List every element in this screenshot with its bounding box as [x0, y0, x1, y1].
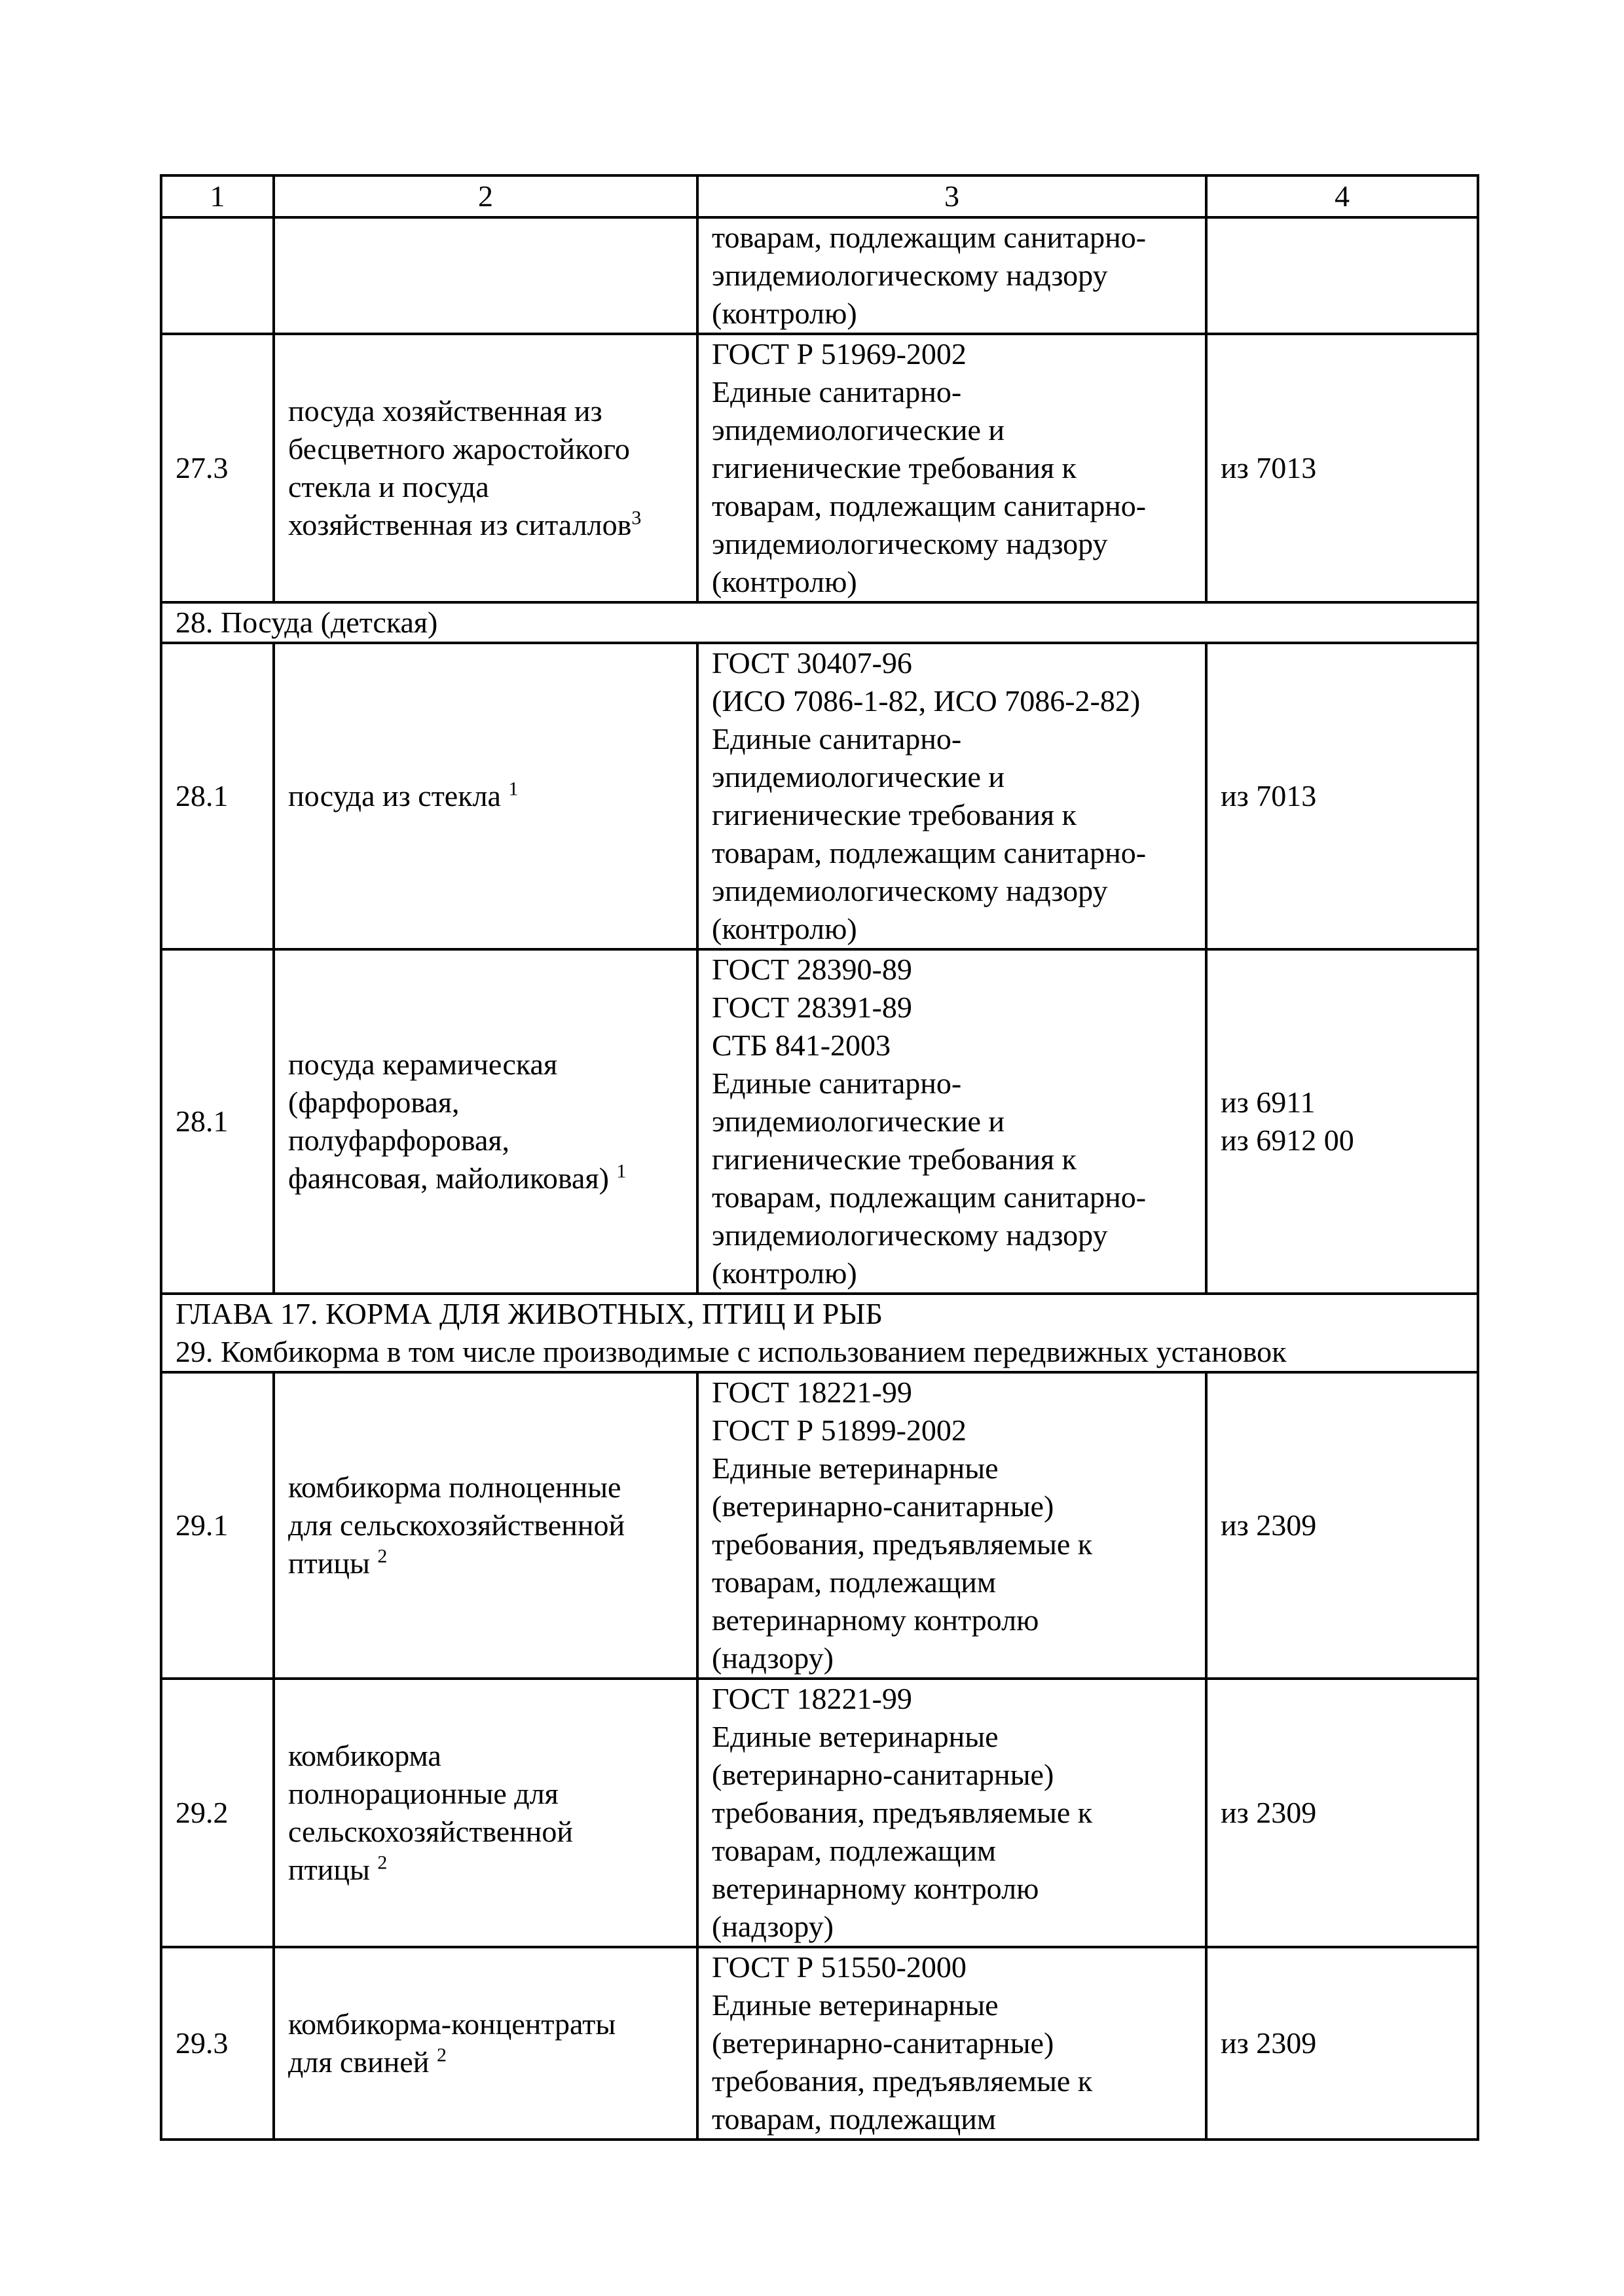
normative-document-line: гигиенические требования к	[712, 1142, 1077, 1176]
normative-document-line: требования, предъявляемые к	[712, 1796, 1093, 1829]
tn-ved-code-line: из 6911	[1221, 1085, 1316, 1119]
product-name-text: птицы	[288, 1853, 378, 1886]
footnote-marker: 2	[377, 1545, 388, 1567]
tn-ved-code-line: из 7013	[1221, 779, 1317, 812]
tn-ved-code-line: из 2309	[1221, 1796, 1317, 1829]
normative-document-line: (контролю)	[712, 1256, 857, 1290]
normative-document-line: товарам, подлежащим санитарно-	[712, 1180, 1147, 1214]
product-name-line: посуда хозяйственная из	[288, 394, 602, 428]
header-row	[161, 175, 1478, 217]
product-name-line: полнорационные для	[288, 1777, 559, 1810]
product-name-line-with-footnote	[288, 1851, 683, 1889]
table-row	[161, 949, 1478, 1294]
normative-document-line: ГОСТ Р 51899-2002	[712, 1413, 967, 1447]
normative-document-line: эпидемиологическому надзору	[712, 527, 1108, 560]
normative-document-line: Единые ветеринарные	[712, 1988, 999, 2022]
table-row	[161, 1947, 1478, 2140]
normative-document-line: (надзору)	[712, 1641, 834, 1675]
normative-document-line: Единые ветеринарные	[712, 1451, 999, 1485]
normative-document-line: (ветеринарно-санитарные)	[712, 1489, 1054, 1523]
normative-document-line: (надзору)	[712, 1910, 834, 1943]
footnote-marker: 1	[616, 1160, 627, 1182]
product-name-text: хозяйственная из ситаллов	[288, 508, 632, 541]
requirements-table	[160, 174, 1479, 2141]
table-row	[161, 334, 1478, 602]
normative-documents	[697, 1679, 1206, 1947]
normative-document-line: гигиенические требования к	[712, 451, 1077, 484]
normative-document-line: (ветеринарно-санитарные)	[712, 2026, 1054, 2060]
normative-document-line: ГОСТ Р 51969-2002	[712, 337, 967, 371]
item-number: 28.1	[161, 949, 274, 1294]
normative-document-line: (контролю)	[712, 912, 857, 945]
normative-document-line: эпидемиологические и	[712, 760, 1005, 793]
tn-ved-code	[1206, 334, 1478, 602]
footnote-marker: 3	[631, 507, 642, 529]
normative-document-line: Единые санитарно-	[712, 722, 962, 756]
product-name	[274, 643, 697, 949]
tn-ved-code	[1206, 217, 1478, 334]
normative-document-line: СТБ 841-2003	[712, 1029, 891, 1062]
product-name-line: стекла и посуда	[288, 470, 489, 503]
normative-document-line: эпидемиологические и	[712, 1104, 1005, 1138]
header-col-3: 3	[697, 175, 1206, 217]
normative-document-line: товарам, подлежащим	[712, 2102, 996, 2136]
normative-document-line: ГОСТ 18221-99	[712, 1682, 912, 1715]
normative-documents	[697, 334, 1206, 602]
normative-document-line: товарам, подлежащим санитарно-	[712, 836, 1147, 869]
tn-ved-code	[1206, 1947, 1478, 2140]
table-row	[161, 643, 1478, 949]
normative-documents	[697, 949, 1206, 1294]
product-name-line: бесцветного жаростойкого	[288, 432, 630, 465]
product-name-line: комбикорма-концентраты	[288, 2007, 616, 2041]
tn-ved-code	[1206, 1372, 1478, 1679]
normative-document-line: товарам, подлежащим санитарно-	[712, 221, 1147, 254]
item-number: 27.3	[161, 334, 274, 602]
normative-document-line: эпидемиологическому надзору	[712, 874, 1108, 907]
normative-document-line: ГОСТ 28391-89	[712, 991, 912, 1024]
normative-documents	[697, 643, 1206, 949]
product-name-line: сельскохозяйственной	[288, 1815, 574, 1848]
tn-ved-code	[1206, 643, 1478, 949]
normative-documents	[697, 217, 1206, 334]
product-name-line-with-footnote	[288, 1544, 683, 1582]
normative-document-line: ГОСТ Р 51550-2000	[712, 1950, 967, 1984]
normative-document-line: ветеринарному контролю	[712, 1872, 1039, 1905]
item-number: 29.1	[161, 1372, 274, 1679]
item-number	[161, 217, 274, 334]
section-line: 28. Посуда (детская)	[175, 606, 438, 639]
product-name-text: птицы	[288, 1546, 378, 1580]
item-number: 28.1	[161, 643, 274, 949]
product-name	[274, 334, 697, 602]
normative-document-line: эпидемиологическому надзору	[712, 259, 1108, 292]
header-col-4: 4	[1206, 175, 1478, 217]
header-col-2: 2	[274, 175, 697, 217]
table-row	[161, 1679, 1478, 1947]
header-col-1: 1	[161, 175, 274, 217]
normative-document-line: эпидемиологическому надзору	[712, 1218, 1108, 1252]
product-name	[274, 1372, 697, 1679]
section-row	[161, 602, 1478, 643]
normative-document-line: товарам, подлежащим санитарно-	[712, 489, 1147, 522]
footnote-marker: 2	[436, 2044, 447, 2066]
normative-document-line: товарам, подлежащим	[712, 1834, 996, 1867]
tn-ved-code-line: из 2309	[1221, 2026, 1317, 2060]
section-title	[161, 602, 1478, 643]
normative-document-line: ветеринарному контролю	[712, 1603, 1039, 1637]
tn-ved-code-line: из 2309	[1221, 1508, 1317, 1542]
product-name-line-with-footnote	[288, 777, 683, 815]
normative-document-line: (контролю)	[712, 297, 857, 330]
product-name-line-with-footnote	[288, 1159, 683, 1197]
normative-document-line: товарам, подлежащим	[712, 1565, 996, 1599]
normative-document-line: гигиенические требования к	[712, 798, 1077, 831]
normative-document-line: Единые санитарно-	[712, 375, 962, 409]
normative-document-line: (ветеринарно-санитарные)	[712, 1758, 1054, 1791]
footnote-marker: 2	[377, 1851, 388, 1874]
section-row	[161, 1294, 1478, 1372]
normative-document-line: ГОСТ 28390-89	[712, 953, 912, 986]
tn-ved-code-line: из 6912 00	[1221, 1123, 1354, 1157]
section-title	[161, 1294, 1478, 1372]
table-row	[161, 217, 1478, 334]
normative-document-line: (контролю)	[712, 565, 857, 598]
normative-document-line: ГОСТ 30407-96	[712, 646, 912, 680]
product-name	[274, 949, 697, 1294]
normative-document-line: Единые ветеринарные	[712, 1720, 999, 1753]
normative-document-line: (ИСО 7086-1-82, ИСО 7086-2-82)	[712, 684, 1141, 718]
normative-document-line: Единые санитарно-	[712, 1066, 962, 1100]
section-line: ГЛАВА 17. КОРМА ДЛЯ ЖИВОТНЫХ, ПТИЦ И РЫБ	[175, 1297, 883, 1330]
product-name-text: фаянсовая, майоликовая)	[288, 1161, 617, 1195]
product-name-line: посуда керамическая	[288, 1048, 558, 1081]
footnote-marker: 1	[508, 778, 519, 800]
normative-document-line: ГОСТ 18221-99	[712, 1376, 912, 1409]
tn-ved-code	[1206, 949, 1478, 1294]
tn-ved-code	[1206, 1679, 1478, 1947]
table-body	[161, 175, 1478, 2140]
table-row	[161, 1372, 1478, 1679]
normative-documents	[697, 1372, 1206, 1679]
product-name-line-with-footnote	[288, 506, 683, 544]
product-name-line: комбикорма	[288, 1739, 441, 1772]
normative-document-line: требования, предъявляемые к	[712, 1527, 1093, 1561]
product-name-line: (фарфоровая,	[288, 1085, 460, 1119]
section-line: 29. Комбикорма в том числе производимые с использованием передвижных установок	[175, 1335, 1287, 1368]
tn-ved-code-line: из 7013	[1221, 451, 1317, 484]
product-name-line-with-footnote	[288, 2043, 683, 2081]
item-number: 29.3	[161, 1947, 274, 2140]
product-name-line: для сельскохозяйственной	[288, 1508, 625, 1542]
normative-document-line: эпидемиологические и	[712, 413, 1005, 446]
normative-documents	[697, 1947, 1206, 2140]
product-name	[274, 1947, 697, 2140]
product-name-line: комбикорма полноценные	[288, 1470, 621, 1504]
item-number: 29.2	[161, 1679, 274, 1947]
product-name-line: полуфарфоровая,	[288, 1123, 510, 1157]
normative-document-line: требования, предъявляемые к	[712, 2064, 1093, 2098]
product-name-text: посуда из стекла	[288, 779, 509, 812]
product-name	[274, 217, 697, 334]
product-name-text: для свиней	[288, 2045, 437, 2079]
product-name	[274, 1679, 697, 1947]
